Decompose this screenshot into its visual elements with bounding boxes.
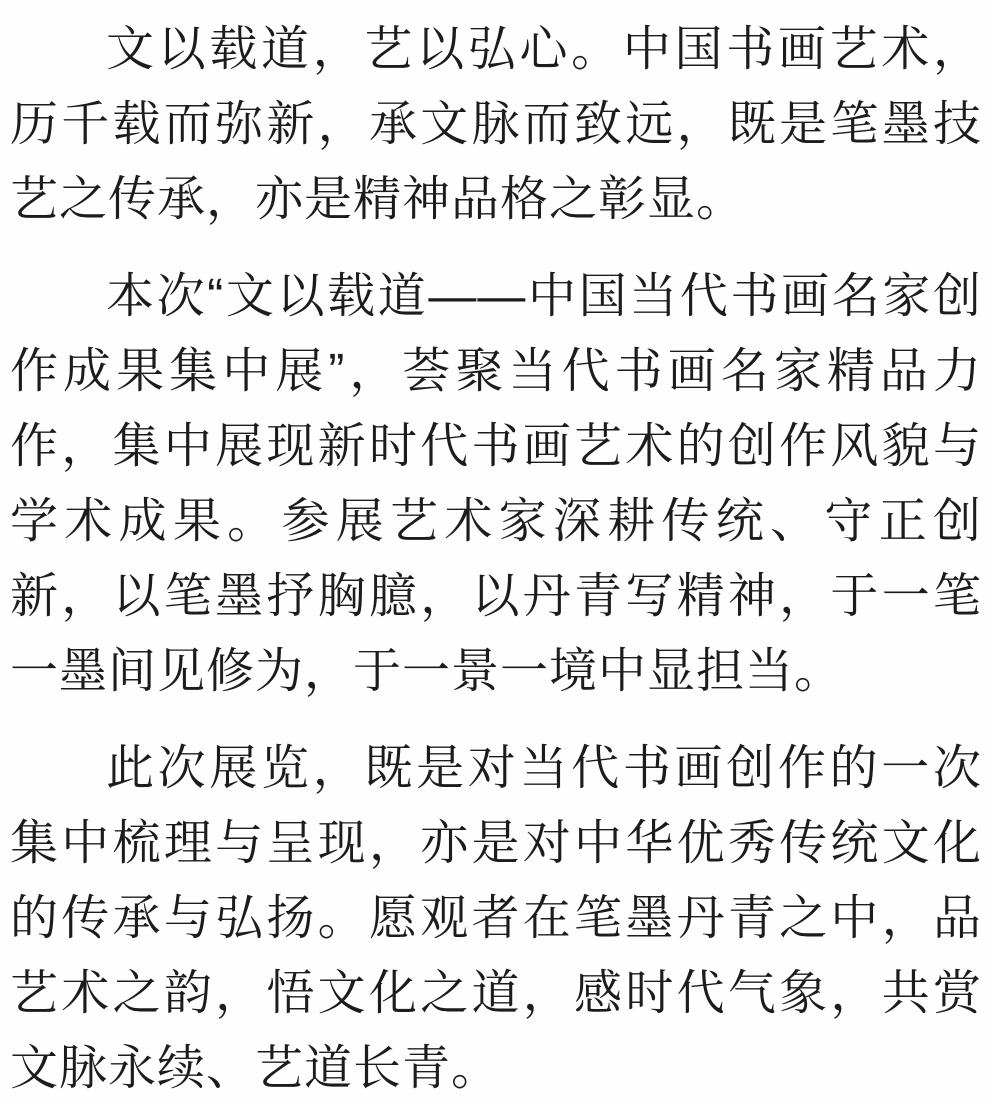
paragraph-exhibition-overview: 本次“文以载道——中国当代书画名家创作成果集中展”，荟聚当代书画名家精品力作，集中展现新时代书画艺术的创作风貌与学术成果。参展艺术家深耕传统、守正创新，以笔墨抒胸臆，以丹青写精神，于一笔一墨间见修为，于一景一境中显担当。 (10, 270, 982, 698)
paragraph-intro: 文以载道，艺以弘心。中国书画艺术，历千载而弥新，承文脉而致远，既是笔墨技艺之传承，亦是精神品格之彰显。 (10, 23, 982, 226)
paragraph-closing: 此次展览，既是对当代书画创作的一次集中梳理与呈现，亦是对中华优秀传统文化的传承与弘扬。愿观者在笔墨丹青之中，品艺术之韵，悟文化之道，感时代气象，共赏文脉永续、艺道长青。 (10, 742, 982, 1095)
